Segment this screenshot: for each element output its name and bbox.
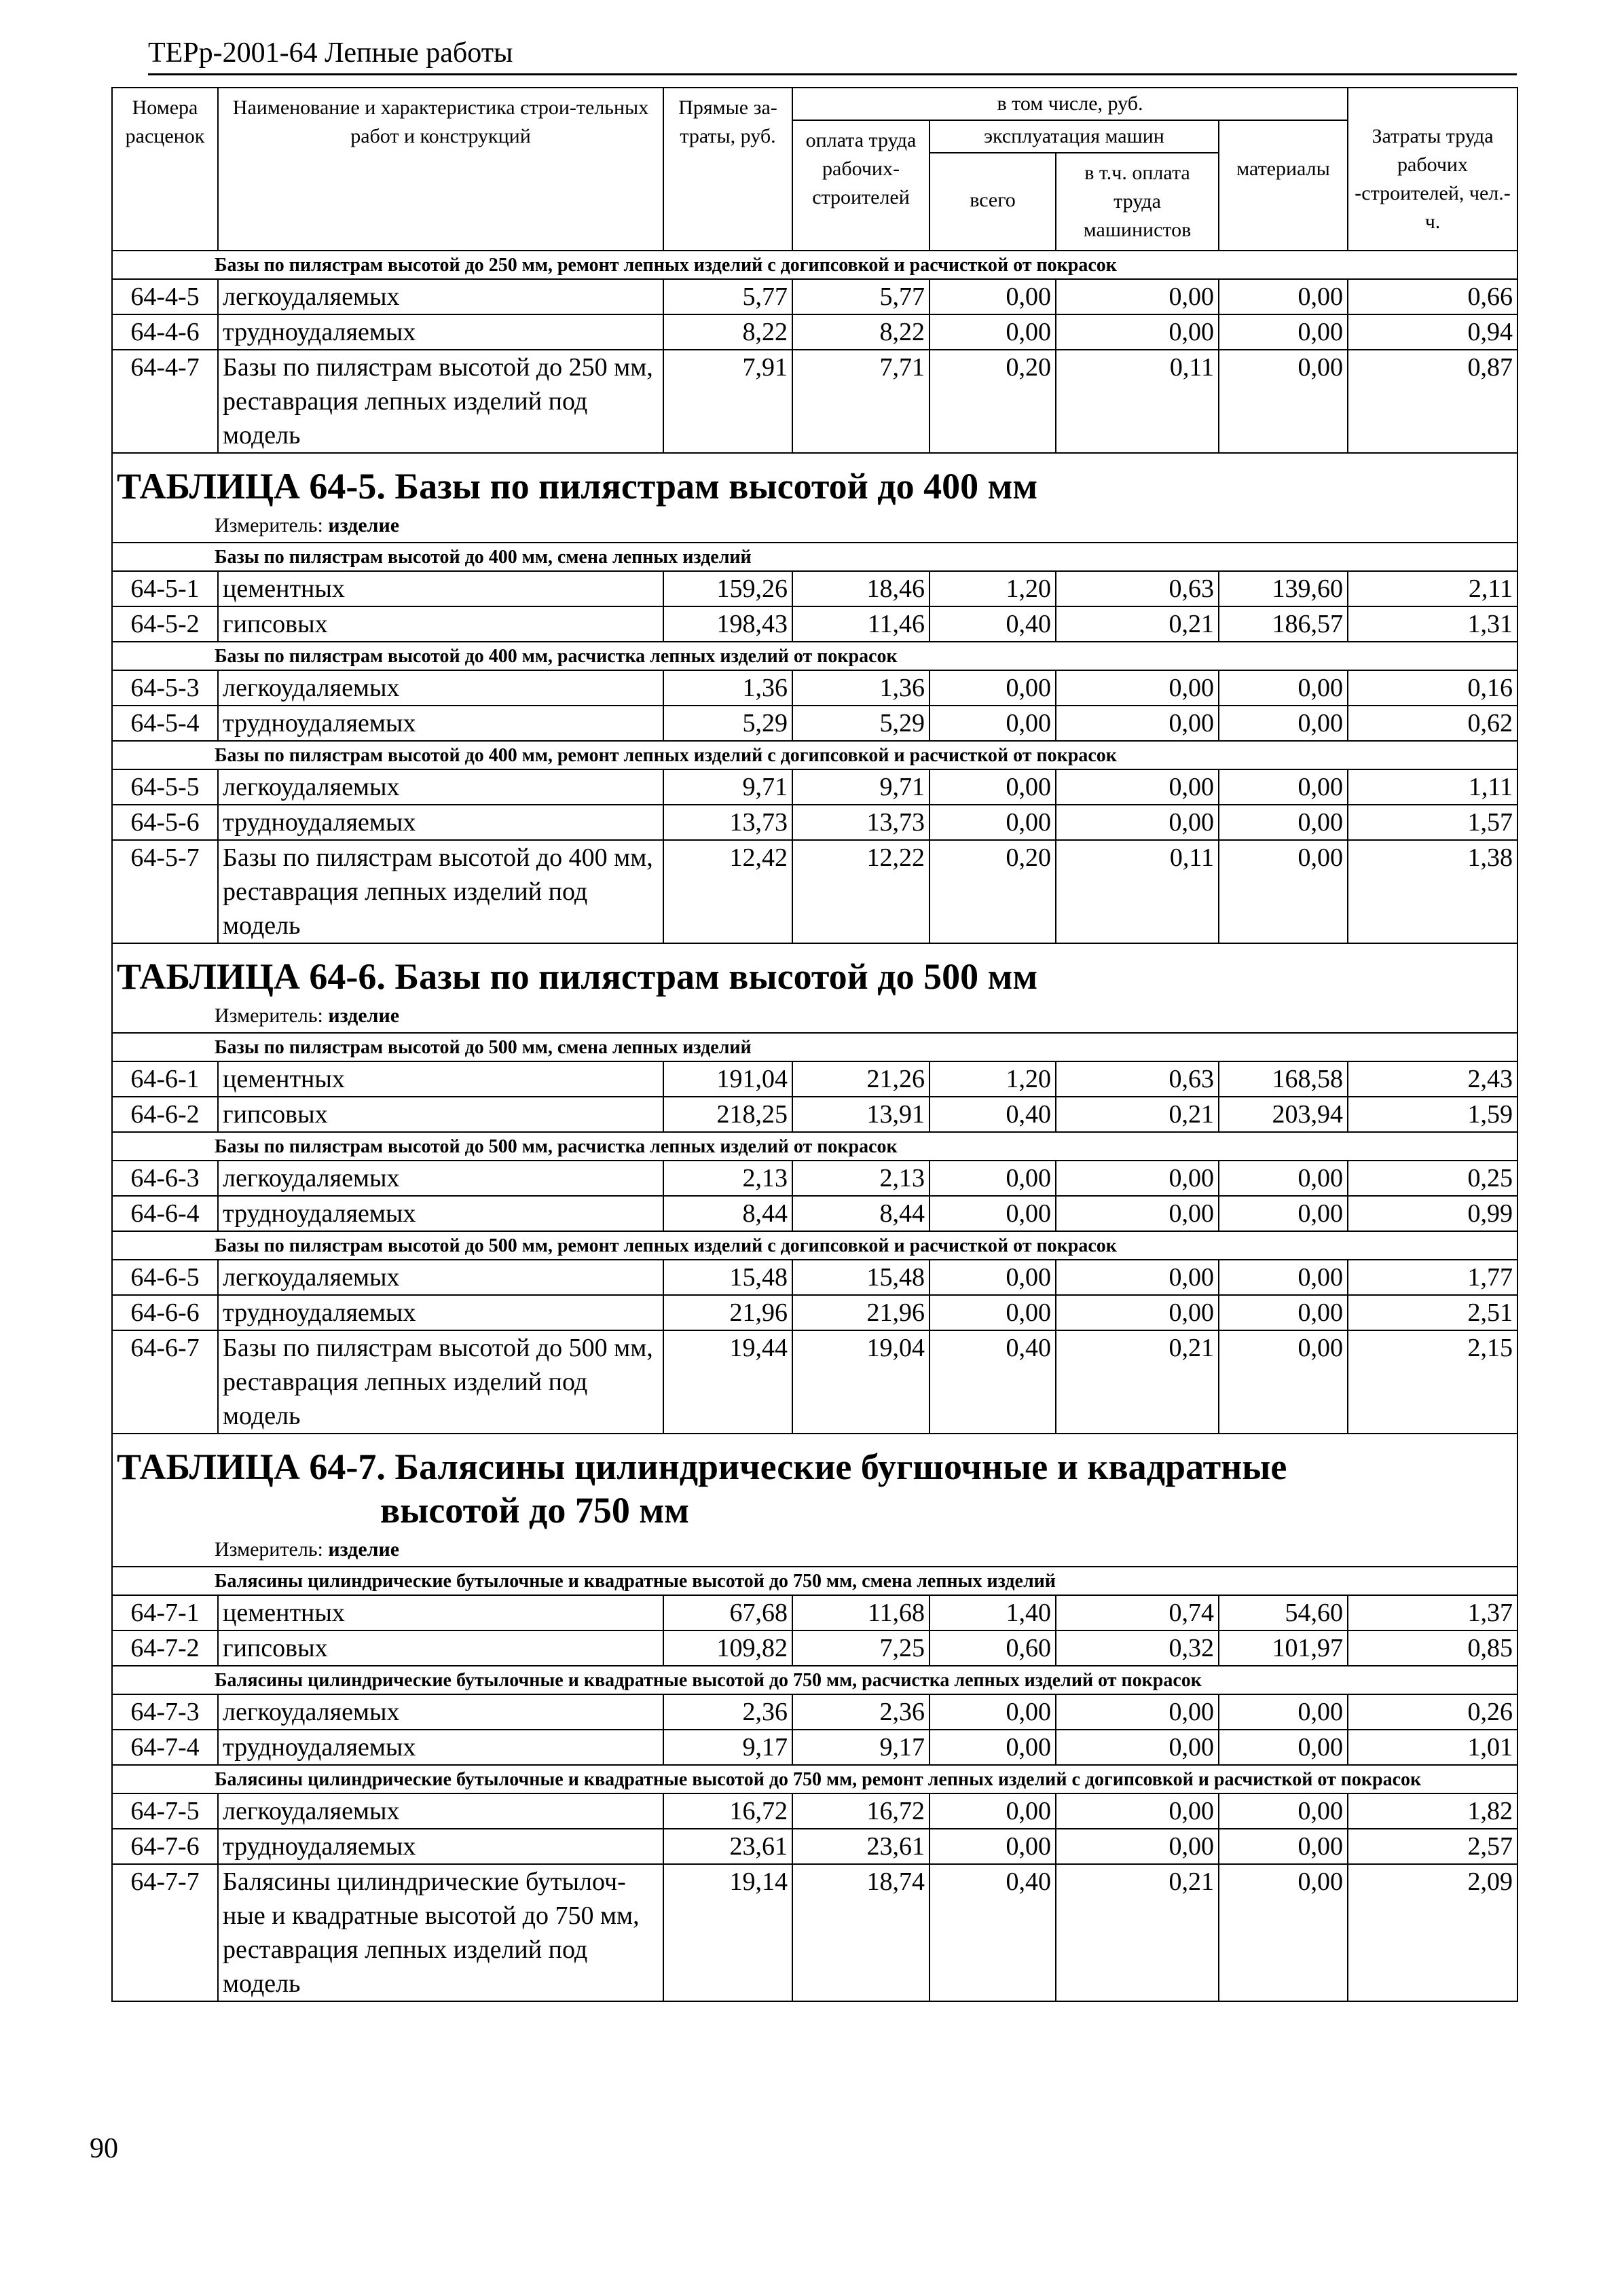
direct-cost: 23,61 — [663, 1829, 792, 1864]
machinist-pay: 0,00 — [1056, 1196, 1219, 1231]
materials-cost: 0,00 — [1219, 805, 1348, 840]
rate-code: 64-7-1 — [112, 1595, 218, 1630]
machines-total: 0,00 — [930, 1295, 1056, 1330]
machinist-pay: 0,00 — [1056, 314, 1219, 350]
labor-pay: 15,48 — [792, 1260, 930, 1295]
direct-cost: 109,82 — [663, 1630, 792, 1666]
direct-cost: 191,04 — [663, 1061, 792, 1097]
direct-cost: 19,44 — [663, 1330, 792, 1434]
unit-row — [112, 511, 1517, 543]
machines-total: 0,40 — [930, 1864, 1056, 2001]
group-heading: Балясины цилиндрические бутылочные и квадратные высотой до 750 мм, смена лепных изделий — [112, 1567, 1517, 1595]
materials-cost: 0,00 — [1219, 1295, 1348, 1330]
labor-pay: 13,73 — [792, 805, 930, 840]
work-name: легкоудаляемых — [218, 769, 663, 805]
machinist-pay: 0,21 — [1056, 1330, 1219, 1434]
table-row — [112, 1864, 1517, 2001]
rates-table — [111, 87, 1518, 2002]
direct-cost: 19,14 — [663, 1864, 792, 2001]
machinist-pay: 0,63 — [1056, 571, 1219, 606]
materials-cost: 186,57 — [1219, 606, 1348, 642]
group-heading-row — [112, 1132, 1517, 1161]
rate-code: 64-7-7 — [112, 1864, 218, 2001]
machinist-pay: 0,00 — [1056, 670, 1219, 706]
materials-cost: 0,00 — [1219, 279, 1348, 314]
work-name: легкоудаляемых — [218, 670, 663, 706]
labor-hours: 1,59 — [1348, 1097, 1517, 1132]
table-row — [112, 1061, 1517, 1097]
labor-hours: 0,94 — [1348, 314, 1517, 350]
group-heading-row — [112, 1765, 1517, 1793]
machines-total: 0,00 — [930, 1793, 1056, 1829]
machines-total: 1,40 — [930, 1595, 1056, 1630]
col-header-machines: эксплуатация машин — [930, 120, 1219, 153]
table-row — [112, 805, 1517, 840]
materials-cost: 0,00 — [1219, 1730, 1348, 1765]
table-row — [112, 1196, 1517, 1231]
work-name: Базы по пилястрам высотой до 250 мм, реставрация лепных изделий под модель — [218, 350, 663, 453]
col-header-code: Номера расценок — [112, 88, 218, 251]
labor-pay: 8,44 — [792, 1196, 930, 1231]
labor-hours: 0,25 — [1348, 1161, 1517, 1196]
table-title-row — [112, 453, 1517, 511]
direct-cost: 9,17 — [663, 1730, 792, 1765]
direct-cost: 8,44 — [663, 1196, 792, 1231]
labor-pay: 13,91 — [792, 1097, 930, 1132]
work-name: легкоудаляемых — [218, 1793, 663, 1829]
machines-total: 0,20 — [930, 350, 1056, 453]
group-heading: Базы по пилястрам высотой до 400 мм, смена лепных изделий — [112, 543, 1517, 571]
work-name: Балясины цилиндрические бутылоч-ные и квадратные высотой до 750 мм, реставрация лепных изделий под модель — [218, 1864, 663, 2001]
table-row — [112, 1793, 1517, 1829]
machines-total: 1,20 — [930, 571, 1056, 606]
machines-total: 0,60 — [930, 1630, 1056, 1666]
labor-hours: 2,43 — [1348, 1061, 1517, 1097]
rate-code: 64-6-6 — [112, 1295, 218, 1330]
table-title-text: ТАБЛИЦА 64-6. Базы по пилястрам высотой до 500 мм — [117, 956, 1038, 997]
labor-pay: 9,17 — [792, 1730, 930, 1765]
rate-code: 64-6-4 — [112, 1196, 218, 1231]
rate-code: 64-5-2 — [112, 606, 218, 642]
labor-hours: 0,87 — [1348, 350, 1517, 453]
table-title-row — [112, 943, 1517, 1001]
labor-hours: 1,31 — [1348, 606, 1517, 642]
machines-total: 0,00 — [930, 805, 1056, 840]
page-header-title: ТЕРр-2001-64 Лепные работы — [148, 37, 513, 69]
labor-hours: 2,11 — [1348, 571, 1517, 606]
labor-hours: 1,11 — [1348, 769, 1517, 805]
table-row — [112, 279, 1517, 314]
table-row — [112, 706, 1517, 741]
materials-cost: 0,00 — [1219, 1161, 1348, 1196]
unit-cell — [112, 1535, 1517, 1567]
unit-label: Измеритель: — [215, 1538, 329, 1561]
materials-cost: 0,00 — [1219, 1694, 1348, 1730]
machines-total: 0,00 — [930, 1196, 1056, 1231]
table-row — [112, 1260, 1517, 1295]
direct-cost: 1,36 — [663, 670, 792, 706]
labor-hours: 1,77 — [1348, 1260, 1517, 1295]
rate-code: 64-7-2 — [112, 1630, 218, 1666]
col-header-direct: Прямые за-траты, руб. — [663, 88, 792, 251]
work-name: гипсовых — [218, 1097, 663, 1132]
labor-pay: 5,77 — [792, 279, 930, 314]
machinist-pay: 0,32 — [1056, 1630, 1219, 1666]
direct-cost: 2,13 — [663, 1161, 792, 1196]
col-header-labor-hours: Затраты труда рабочих -строителей, чел.-ч. — [1348, 88, 1517, 251]
unit-row — [112, 1001, 1517, 1033]
labor-hours: 2,51 — [1348, 1295, 1517, 1330]
machines-total: 0,00 — [930, 1161, 1056, 1196]
labor-pay: 18,74 — [792, 1864, 930, 2001]
group-heading: Базы по пилястрам высотой до 250 мм, ремонт лепных изделий с догипсовкой и расчисткой от покрасок — [112, 251, 1517, 279]
direct-cost: 12,42 — [663, 840, 792, 943]
machinist-pay: 0,63 — [1056, 1061, 1219, 1097]
materials-cost: 0,00 — [1219, 1196, 1348, 1231]
materials-cost: 0,00 — [1219, 769, 1348, 805]
materials-cost: 54,60 — [1219, 1595, 1348, 1630]
col-header-name: Наименование и характеристика строи-тельных работ и конструкций — [218, 88, 663, 251]
direct-cost: 21,96 — [663, 1295, 792, 1330]
machines-total: 0,00 — [930, 1730, 1056, 1765]
group-heading-row — [112, 251, 1517, 279]
table-row — [112, 670, 1517, 706]
labor-pay: 5,29 — [792, 706, 930, 741]
machines-total: 1,20 — [930, 1061, 1056, 1097]
materials-cost: 0,00 — [1219, 670, 1348, 706]
work-name: трудноудаляемых — [218, 314, 663, 350]
materials-cost: 0,00 — [1219, 1864, 1348, 2001]
labor-hours: 2,15 — [1348, 1330, 1517, 1434]
unit-value: изделие — [328, 1538, 400, 1561]
rate-code: 64-4-6 — [112, 314, 218, 350]
table-row — [112, 1295, 1517, 1330]
direct-cost: 67,68 — [663, 1595, 792, 1630]
table-row — [112, 1097, 1517, 1132]
table-row — [112, 1730, 1517, 1765]
machinist-pay: 0,00 — [1056, 1161, 1219, 1196]
direct-cost: 5,77 — [663, 279, 792, 314]
rate-code: 64-5-5 — [112, 769, 218, 805]
col-header-incl: в том числе, руб. — [792, 88, 1348, 120]
rate-code: 64-6-2 — [112, 1097, 218, 1132]
group-heading: Базы по пилястрам высотой до 500 мм, смена лепных изделий — [112, 1033, 1517, 1061]
machinist-pay: 0,11 — [1056, 840, 1219, 943]
table-row — [112, 571, 1517, 606]
machinist-pay: 0,00 — [1056, 1694, 1219, 1730]
group-heading: Базы по пилястрам высотой до 500 мм, ремонт лепных изделий с догипсовкой и расчисткой от покрасок — [112, 1231, 1517, 1260]
direct-cost: 7,91 — [663, 350, 792, 453]
materials-cost: 139,60 — [1219, 571, 1348, 606]
direct-cost: 198,43 — [663, 606, 792, 642]
rate-code: 64-5-7 — [112, 840, 218, 943]
rate-code: 64-7-5 — [112, 1793, 218, 1829]
table-row — [112, 1595, 1517, 1630]
machinist-pay: 0,00 — [1056, 1730, 1219, 1765]
rate-code: 64-6-1 — [112, 1061, 218, 1097]
work-name: гипсовых — [218, 606, 663, 642]
col-header-materials: материалы — [1219, 120, 1348, 251]
col-header-machinist-pay: в т.ч. оплата труда машинистов — [1056, 153, 1219, 251]
labor-pay: 2,13 — [792, 1161, 930, 1196]
machines-total: 0,20 — [930, 840, 1056, 943]
work-name: цементных — [218, 1061, 663, 1097]
unit-label: Измеритель: — [215, 1004, 329, 1027]
rate-code: 64-6-7 — [112, 1330, 218, 1434]
work-name: легкоудаляемых — [218, 279, 663, 314]
table-title-text: ТАБЛИЦА 64-7. Балясины цилиндрические бугшочные и квадратные — [117, 1446, 1287, 1487]
machinist-pay: 0,21 — [1056, 1864, 1219, 2001]
group-heading: Базы по пилястрам высотой до 400 мм, ремонт лепных изделий с догипсовкой и расчисткой от покрасок — [112, 741, 1517, 769]
machinist-pay: 0,21 — [1056, 606, 1219, 642]
machinist-pay: 0,00 — [1056, 706, 1219, 741]
work-name: трудноудаляемых — [218, 805, 663, 840]
table-row — [112, 606, 1517, 642]
materials-cost: 0,00 — [1219, 840, 1348, 943]
rate-code: 64-7-4 — [112, 1730, 218, 1765]
labor-hours: 0,62 — [1348, 706, 1517, 741]
col-header-machines-total: всего — [930, 153, 1056, 251]
machines-total: 0,00 — [930, 1694, 1056, 1730]
machines-total: 0,00 — [930, 1260, 1056, 1295]
group-heading-row — [112, 1231, 1517, 1260]
unit-label: Измеритель: — [215, 514, 329, 536]
machines-total: 0,00 — [930, 279, 1056, 314]
machinist-pay: 0,00 — [1056, 1829, 1219, 1864]
work-name: Базы по пилястрам высотой до 500 мм, реставрация лепных изделий под модель — [218, 1330, 663, 1434]
rate-code: 64-7-6 — [112, 1829, 218, 1864]
work-name: трудноудаляемых — [218, 1829, 663, 1864]
machines-total: 0,00 — [930, 670, 1056, 706]
table-row — [112, 769, 1517, 805]
machinist-pay: 0,00 — [1056, 1793, 1219, 1829]
labor-pay: 2,36 — [792, 1694, 930, 1730]
labor-pay: 21,96 — [792, 1295, 930, 1330]
labor-hours: 0,85 — [1348, 1630, 1517, 1666]
machines-total: 0,40 — [930, 1330, 1056, 1434]
materials-cost: 168,58 — [1219, 1061, 1348, 1097]
rate-code: 64-6-3 — [112, 1161, 218, 1196]
machines-total: 0,00 — [930, 706, 1056, 741]
table-row — [112, 314, 1517, 350]
unit-value: изделие — [328, 514, 400, 536]
group-heading-row — [112, 1666, 1517, 1694]
col-header-labor-pay: оплата труда рабочих-строителей — [792, 120, 930, 251]
labor-hours: 1,38 — [1348, 840, 1517, 943]
machines-total: 0,00 — [930, 314, 1056, 350]
machinist-pay: 0,21 — [1056, 1097, 1219, 1132]
table-row — [112, 1694, 1517, 1730]
direct-cost: 159,26 — [663, 571, 792, 606]
table-title — [112, 943, 1517, 1001]
direct-cost: 2,36 — [663, 1694, 792, 1730]
rate-code: 64-7-3 — [112, 1694, 218, 1730]
rate-code: 64-5-4 — [112, 706, 218, 741]
labor-hours: 0,16 — [1348, 670, 1517, 706]
table-title-row — [112, 1434, 1517, 1535]
labor-pay: 16,72 — [792, 1793, 930, 1829]
work-name: трудноудаляемых — [218, 1730, 663, 1765]
labor-pay: 7,25 — [792, 1630, 930, 1666]
group-heading-row — [112, 543, 1517, 571]
machinist-pay: 0,00 — [1056, 805, 1219, 840]
rate-code: 64-5-3 — [112, 670, 218, 706]
materials-cost: 0,00 — [1219, 706, 1348, 741]
materials-cost: 0,00 — [1219, 350, 1348, 453]
table-title — [112, 453, 1517, 511]
machines-total: 0,00 — [930, 1829, 1056, 1864]
unit-cell — [112, 1001, 1517, 1033]
group-heading-row — [112, 1567, 1517, 1595]
labor-hours: 1,01 — [1348, 1730, 1517, 1765]
materials-cost: 0,00 — [1219, 1330, 1348, 1434]
labor-pay: 11,68 — [792, 1595, 930, 1630]
machinist-pay: 0,11 — [1056, 350, 1219, 453]
labor-pay: 9,71 — [792, 769, 930, 805]
direct-cost: 16,72 — [663, 1793, 792, 1829]
work-name: Базы по пилястрам высотой до 400 мм, реставрация лепных изделий под модель — [218, 840, 663, 943]
machines-total: 0,00 — [930, 769, 1056, 805]
machines-total: 0,40 — [930, 1097, 1056, 1132]
labor-pay: 7,71 — [792, 350, 930, 453]
machinist-pay: 0,00 — [1056, 769, 1219, 805]
labor-pay: 1,36 — [792, 670, 930, 706]
work-name: гипсовых — [218, 1630, 663, 1666]
machinist-pay: 0,00 — [1056, 279, 1219, 314]
direct-cost: 15,48 — [663, 1260, 792, 1295]
work-name: легкоудаляемых — [218, 1694, 663, 1730]
work-name: легкоудаляемых — [218, 1161, 663, 1196]
labor-hours: 2,57 — [1348, 1829, 1517, 1864]
machinist-pay: 0,00 — [1056, 1295, 1219, 1330]
labor-hours: 1,37 — [1348, 1595, 1517, 1630]
machinist-pay: 0,00 — [1056, 1260, 1219, 1295]
direct-cost: 9,71 — [663, 769, 792, 805]
page-number: 90 — [90, 2133, 118, 2164]
materials-cost: 101,97 — [1219, 1630, 1348, 1666]
direct-cost: 13,73 — [663, 805, 792, 840]
direct-cost: 5,29 — [663, 706, 792, 741]
work-name: цементных — [218, 1595, 663, 1630]
table-title — [112, 1434, 1517, 1535]
labor-hours: 0,26 — [1348, 1694, 1517, 1730]
table-header-row-1 — [112, 88, 1517, 120]
direct-cost: 8,22 — [663, 314, 792, 350]
materials-cost: 203,94 — [1219, 1097, 1348, 1132]
labor-hours: 1,82 — [1348, 1793, 1517, 1829]
group-heading-row — [112, 1033, 1517, 1061]
machinist-pay: 0,74 — [1056, 1595, 1219, 1630]
group-heading: Базы по пилястрам высотой до 400 мм, расчистка лепных изделий от покрасок — [112, 642, 1517, 670]
labor-pay: 12,22 — [792, 840, 930, 943]
group-heading-row — [112, 642, 1517, 670]
table-row — [112, 350, 1517, 453]
labor-hours: 1,57 — [1348, 805, 1517, 840]
labor-pay: 8,22 — [792, 314, 930, 350]
unit-row — [112, 1535, 1517, 1567]
unit-cell — [112, 511, 1517, 543]
table-row — [112, 1630, 1517, 1666]
unit-value: изделие — [328, 1004, 400, 1027]
table-row — [112, 840, 1517, 943]
labor-hours: 0,66 — [1348, 279, 1517, 314]
group-heading: Балясины цилиндрические бутылочные и квадратные высотой до 750 мм, ремонт лепных изделий с догипсовкой и расчисткой от покрасок — [112, 1765, 1517, 1793]
labor-pay: 19,04 — [792, 1330, 930, 1434]
labor-pay: 18,46 — [792, 571, 930, 606]
materials-cost: 0,00 — [1219, 1829, 1348, 1864]
work-name: трудноудаляемых — [218, 1295, 663, 1330]
rate-code: 64-5-6 — [112, 805, 218, 840]
rate-code: 64-5-1 — [112, 571, 218, 606]
materials-cost: 0,00 — [1219, 1793, 1348, 1829]
work-name: трудноудаляемых — [218, 1196, 663, 1231]
table-row — [112, 1161, 1517, 1196]
table-row — [112, 1330, 1517, 1434]
table-row — [112, 1829, 1517, 1864]
work-name: цементных — [218, 571, 663, 606]
work-name: легкоудаляемых — [218, 1260, 663, 1295]
labor-hours: 2,09 — [1348, 1864, 1517, 2001]
rate-code: 64-6-5 — [112, 1260, 218, 1295]
machines-total: 0,40 — [930, 606, 1056, 642]
group-heading: Базы по пилястрам высотой до 500 мм, расчистка лепных изделий от покрасок — [112, 1132, 1517, 1161]
table-title-text-line2: высотой до 750 мм — [380, 1490, 689, 1531]
page-header — [148, 35, 1517, 75]
labor-pay: 11,46 — [792, 606, 930, 642]
group-heading: Балясины цилиндрические бутылочные и квадратные высотой до 750 мм, расчистка лепных изделий от покрасок — [112, 1666, 1517, 1694]
group-heading-row — [112, 741, 1517, 769]
materials-cost: 0,00 — [1219, 1260, 1348, 1295]
rate-code: 64-4-7 — [112, 350, 218, 453]
work-name: трудноудаляемых — [218, 706, 663, 741]
labor-pay: 23,61 — [792, 1829, 930, 1864]
table-title-text: ТАБЛИЦА 64-5. Базы по пилястрам высотой до 400 мм — [117, 466, 1038, 507]
direct-cost: 218,25 — [663, 1097, 792, 1132]
labor-hours: 0,99 — [1348, 1196, 1517, 1231]
labor-pay: 21,26 — [792, 1061, 930, 1097]
materials-cost: 0,00 — [1219, 314, 1348, 350]
rate-code: 64-4-5 — [112, 279, 218, 314]
